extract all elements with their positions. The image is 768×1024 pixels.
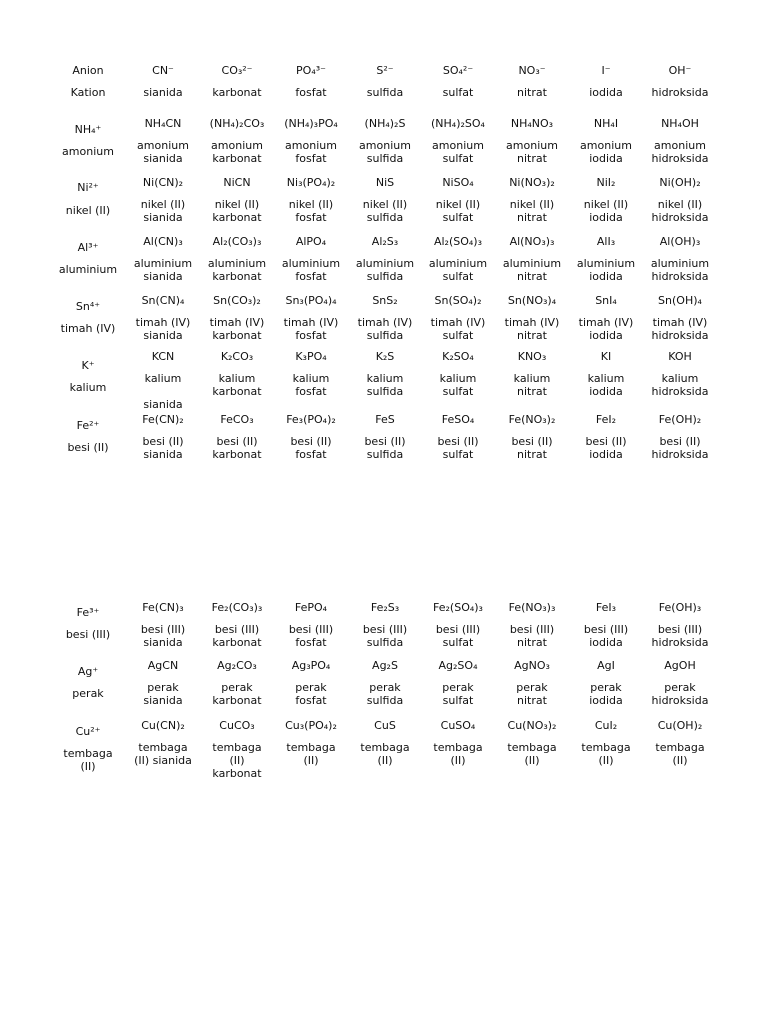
salt-cell <box>495 413 569 461</box>
salt-cell <box>200 294 274 342</box>
cation-name: besi (III) <box>65 628 111 641</box>
salt-name: tembaga (II) <box>507 741 557 767</box>
salt-name: nikel (II) iodida <box>583 198 629 224</box>
salt-formula: NiCN <box>223 176 251 189</box>
salt-name: tembaga (II) <box>433 741 483 767</box>
salt-cell <box>348 235 422 283</box>
salt-name: timah (IV) karbonat <box>209 316 265 342</box>
salt-formula: KOH <box>668 350 692 363</box>
salt-cell <box>421 413 495 461</box>
salt-cell <box>348 719 422 767</box>
salt-cell <box>421 350 495 398</box>
salt-cell <box>495 235 569 283</box>
salt-cell <box>274 601 348 649</box>
salt-name: besi (III) sianida <box>140 623 186 649</box>
anion-name: iodida <box>589 86 623 99</box>
salt-formula: AlPO₄ <box>295 235 327 248</box>
salt-cell <box>348 176 422 224</box>
salt-cell <box>421 659 495 707</box>
salt-formula: Fe₂S₃ <box>370 601 400 614</box>
salt-cell <box>200 235 274 283</box>
salt-cell <box>200 176 274 224</box>
anion-name: sianida <box>143 86 183 99</box>
salt-name: kalium sianida <box>143 372 183 411</box>
salt-formula: FeS <box>375 413 395 426</box>
salt-name: perak iodida <box>589 681 623 707</box>
salt-name: kalium iodida <box>587 372 625 398</box>
salt-formula: Sn(CO₃)₂ <box>213 294 261 307</box>
salt-cell <box>348 601 422 649</box>
salt-cell <box>569 235 643 283</box>
salt-cell <box>348 350 422 398</box>
salt-name: perak hidroksida <box>651 681 709 707</box>
cation-name: amonium <box>62 145 114 158</box>
anion-name: nitrat <box>517 86 547 99</box>
salt-formula: SnI₄ <box>595 294 617 307</box>
salt-formula: Cu₃(PO₄)₂ <box>285 719 337 732</box>
anion-formula: NO₃⁻ <box>518 64 546 77</box>
salt-cell <box>274 350 348 398</box>
salt-formula: FeI₃ <box>595 601 617 614</box>
salt-name: besi (III) karbonat <box>212 623 262 649</box>
salt-name: amonium fosfat <box>285 139 337 165</box>
salt-name: tembaga (II) sianida <box>134 741 192 767</box>
salt-formula: Al₂S₃ <box>371 235 399 248</box>
salt-name: tembaga (II) <box>655 741 705 767</box>
salt-formula: Al(NO₃)₃ <box>509 235 555 248</box>
cation-name: timah (IV) <box>60 322 116 335</box>
cation-name: kalium <box>69 381 107 394</box>
salt-formula: Cu(OH)₂ <box>657 719 703 732</box>
salt-name: aluminium fosfat <box>281 257 341 283</box>
salt-cell <box>200 350 274 398</box>
salt-name: besi (III) sulfida <box>362 623 408 649</box>
salt-name: aluminium sianida <box>133 257 193 283</box>
salt-formula: AgNO₃ <box>514 659 550 672</box>
salt-name: aluminium hidroksida <box>650 257 710 283</box>
salt-cell <box>569 719 643 767</box>
salt-formula: KI <box>600 350 612 363</box>
salt-name: besi (III) hidroksida <box>651 623 709 649</box>
salt-name: perak sulfida <box>366 681 404 707</box>
anion-name: karbonat <box>212 86 262 99</box>
salt-formula: Fe₂(CO₃)₃ <box>211 601 263 614</box>
salt-cell <box>274 176 348 224</box>
salt-formula: Sn(NO₃)₄ <box>507 294 557 307</box>
salt-cell <box>495 719 569 767</box>
salt-cell <box>569 601 643 649</box>
salt-cell <box>421 176 495 224</box>
salt-cell <box>643 659 717 707</box>
salt-formula: Ni(OH)₂ <box>659 176 701 189</box>
salt-formula: Fe(CN)₂ <box>142 413 184 426</box>
salt-formula: Ag₂SO₄ <box>438 659 478 672</box>
salt-formula: (NH₄)₂S <box>364 117 406 130</box>
salt-cell <box>200 413 274 461</box>
salt-name: timah (IV) sulfat <box>430 316 486 342</box>
salt-formula: (NH₄)₃PO₄ <box>284 117 338 130</box>
cation-formula: Sn⁴⁺ <box>75 300 101 313</box>
salt-formula: K₃PO₄ <box>295 350 327 363</box>
salt-formula: CuSO₄ <box>440 719 476 732</box>
salt-name: nikel (II) fosfat <box>288 198 334 224</box>
salt-formula: K₂S <box>375 350 395 363</box>
cation-name: besi (II) <box>67 441 109 454</box>
salt-formula: Fe(NO₃)₂ <box>508 413 556 426</box>
cation-formula: Cu²⁺ <box>75 725 101 738</box>
salt-formula: (NH₄)₂CO₃ <box>209 117 265 130</box>
salt-formula: AgCN <box>147 659 179 672</box>
salt-cell <box>274 117 348 165</box>
salt-cell <box>643 413 717 461</box>
cation-formula: NH₄⁺ <box>74 123 102 136</box>
salt-formula: AlI₃ <box>596 235 616 248</box>
salt-formula: Sn₃(PO₄)₄ <box>285 294 337 307</box>
salt-cell <box>495 176 569 224</box>
anion-formula: PO₄³⁻ <box>296 64 326 77</box>
salt-name: amonium sianida <box>137 139 189 165</box>
salt-name: aluminium iodida <box>576 257 636 283</box>
salt-formula: Ni₃(PO₄)₂ <box>286 176 336 189</box>
salt-name: nikel (II) sulfat <box>435 198 481 224</box>
anion-header-label: Anion <box>72 64 104 77</box>
salt-formula: KCN <box>151 350 175 363</box>
salt-cell <box>421 294 495 342</box>
salt-formula: Sn(SO₄)₂ <box>434 294 482 307</box>
salt-name: besi (II) karbonat <box>212 435 262 461</box>
anion-formula: OH⁻ <box>668 64 692 77</box>
salt-name: besi (III) fosfat <box>288 623 334 649</box>
salt-name: besi (II) sulfida <box>364 435 406 461</box>
salt-cell <box>421 719 495 767</box>
salt-formula: Cu(CN)₂ <box>141 719 185 732</box>
anion-formula: I⁻ <box>601 64 611 77</box>
salt-cell <box>126 294 200 342</box>
salt-cell <box>421 235 495 283</box>
salt-name: kalium nitrat <box>513 372 551 398</box>
salt-name: kalium sulfat <box>439 372 477 398</box>
salt-cell <box>495 601 569 649</box>
salt-cell <box>569 659 643 707</box>
salt-name: aluminium sulfat <box>428 257 488 283</box>
salt-formula: Ni(CN)₂ <box>142 176 184 189</box>
salt-formula: AgI <box>597 659 615 672</box>
salt-formula: NH₄OH <box>661 117 699 130</box>
salt-cell <box>569 117 643 165</box>
salt-name: besi (III) nitrat <box>509 623 555 649</box>
salt-cell <box>126 350 200 411</box>
salt-cell <box>495 117 569 165</box>
salt-name: aluminium nitrat <box>502 257 562 283</box>
salt-cell <box>569 176 643 224</box>
salt-cell <box>495 294 569 342</box>
salt-formula: (NH₄)₂SO₄ <box>431 117 485 130</box>
salt-formula: Fe(CN)₃ <box>142 601 184 614</box>
cation-name: tembaga (II) <box>63 747 113 773</box>
salt-name: besi (II) fosfat <box>290 435 332 461</box>
salt-cell <box>126 601 200 649</box>
cation-formula: Fe³⁺ <box>76 606 100 619</box>
salt-formula: Sn(OH)₄ <box>658 294 702 307</box>
salt-name: besi (II) sianida <box>142 435 184 461</box>
salt-name: nikel (II) nitrat <box>509 198 555 224</box>
salt-name: nikel (II) karbonat <box>212 198 262 224</box>
cation-formula: Ag⁺ <box>77 665 99 678</box>
anion-formula: CO₃²⁻ <box>221 64 253 77</box>
salt-cell <box>126 117 200 165</box>
cation-name: nikel (II) <box>65 204 111 217</box>
salt-cell <box>274 659 348 707</box>
salt-cell <box>421 117 495 165</box>
salt-name: timah (IV) iodida <box>578 316 634 342</box>
salt-cell <box>126 235 200 283</box>
salt-formula: AgOH <box>664 659 696 672</box>
salt-cell <box>495 659 569 707</box>
salt-name: besi (II) nitrat <box>511 435 553 461</box>
salt-formula: FeCO₃ <box>220 413 254 426</box>
salt-name: tembaga (II) <box>581 741 631 767</box>
salt-formula: K₂CO₃ <box>220 350 254 363</box>
salt-name: perak sulfat <box>442 681 474 707</box>
salt-formula: NiSO₄ <box>442 176 474 189</box>
salt-name: aluminium sulfida <box>355 257 415 283</box>
anion-formula: SO₄²⁻ <box>442 64 474 77</box>
anion-formula: CN⁻ <box>152 64 174 77</box>
salt-name: kalium fosfat <box>292 372 330 398</box>
salt-formula: Sn(CN)₄ <box>141 294 185 307</box>
salt-name: perak sianida <box>143 681 183 707</box>
salt-name: timah (IV) fosfat <box>283 316 339 342</box>
salt-name: tembaga (II) <box>286 741 336 767</box>
salt-name: perak nitrat <box>516 681 548 707</box>
salt-formula: Al₂(SO₄)₃ <box>433 235 483 248</box>
anion-name: sulfat <box>442 86 474 99</box>
salt-formula: Cu(NO₃)₂ <box>507 719 557 732</box>
anion-formula: S²⁻ <box>376 64 394 77</box>
salt-formula: CuS <box>374 719 396 732</box>
salt-cell <box>421 601 495 649</box>
cation-name: perak <box>72 687 104 700</box>
salt-name: kalium karbonat <box>212 372 262 398</box>
kation-header-label: Kation <box>70 86 106 99</box>
salt-formula: Ni(NO₃)₂ <box>509 176 555 189</box>
salt-cell <box>200 601 274 649</box>
salt-cell <box>569 413 643 461</box>
salt-cell <box>274 294 348 342</box>
salt-cell <box>126 659 200 707</box>
salt-cell <box>200 659 274 707</box>
salt-cell <box>643 601 717 649</box>
salt-name: amonium nitrat <box>506 139 558 165</box>
salt-cell <box>643 235 717 283</box>
salt-formula: SnS₂ <box>372 294 398 307</box>
salt-formula: Fe₃(PO₄)₂ <box>286 413 336 426</box>
salt-cell <box>643 294 717 342</box>
salt-name: amonium sulfida <box>359 139 411 165</box>
salt-name: nikel (II) hidroksida <box>651 198 709 224</box>
salt-name: amonium karbonat <box>211 139 263 165</box>
cation-formula: Fe²⁺ <box>76 419 100 432</box>
salt-name: amonium sulfat <box>432 139 484 165</box>
salt-cell <box>274 719 348 767</box>
salt-formula: NH₄NO₃ <box>510 117 554 130</box>
salt-formula: FeSO₄ <box>441 413 475 426</box>
salt-name: tembaga (II) <box>360 741 410 767</box>
salt-cell <box>348 117 422 165</box>
anion-name: hidroksida <box>651 86 709 99</box>
salt-cell <box>126 719 200 767</box>
salt-name: amonium iodida <box>580 139 632 165</box>
cation-formula: Ni²⁺ <box>77 181 99 194</box>
salt-name: perak karbonat <box>212 681 262 707</box>
salt-name: amonium hidroksida <box>651 139 709 165</box>
salt-formula: Fe(OH)₃ <box>658 601 702 614</box>
salt-formula: KNO₃ <box>517 350 547 363</box>
salt-formula: Fe₂(SO₄)₃ <box>433 601 483 614</box>
salt-name: besi (II) hidroksida <box>651 435 709 461</box>
salt-name: nikel (II) sianida <box>140 198 186 224</box>
anion-name: fosfat <box>295 86 327 99</box>
salt-formula: NiS <box>375 176 395 189</box>
salt-formula: Fe(OH)₂ <box>658 413 702 426</box>
salt-cell <box>643 350 717 398</box>
salt-cell <box>274 235 348 283</box>
salt-formula: Ag₃PO₄ <box>291 659 331 672</box>
salt-name: timah (IV) sianida <box>135 316 191 342</box>
salt-name: besi (III) sulfat <box>435 623 481 649</box>
salt-cell <box>200 117 274 165</box>
salt-cell <box>274 413 348 461</box>
salt-formula: Al(CN)₃ <box>143 235 183 248</box>
salt-cell <box>200 719 274 780</box>
salt-formula: Fe(NO₃)₃ <box>508 601 556 614</box>
cation-name: aluminium <box>58 263 118 276</box>
salt-formula: Al(OH)₃ <box>659 235 701 248</box>
salt-formula: FeI₂ <box>595 413 617 426</box>
salt-cell <box>569 294 643 342</box>
salt-cell <box>643 176 717 224</box>
salt-formula: FePO₄ <box>294 601 328 614</box>
salt-formula: NH₄CN <box>144 117 182 130</box>
salt-cell <box>348 294 422 342</box>
salt-formula: NiI₂ <box>596 176 616 189</box>
salt-formula: Al₂(CO₃)₃ <box>212 235 262 248</box>
salt-name: perak fosfat <box>295 681 327 707</box>
salt-cell <box>126 176 200 224</box>
cation-formula: K⁺ <box>81 359 95 372</box>
salt-cell <box>348 659 422 707</box>
anion-name: sulfida <box>366 86 404 99</box>
salt-formula: NH₄I <box>593 117 619 130</box>
salt-name: besi (III) iodida <box>583 623 629 649</box>
salt-formula: K₂SO₄ <box>442 350 474 363</box>
salt-name: nikel (II) sulfida <box>362 198 408 224</box>
salt-name: timah (IV) sulfida <box>357 316 413 342</box>
salt-formula: Ag₂CO₃ <box>217 659 257 672</box>
salt-name: kalium hidroksida <box>651 372 709 398</box>
salt-name: timah (IV) nitrat <box>504 316 560 342</box>
salt-cell <box>126 413 200 461</box>
cation-formula: Al³⁺ <box>77 241 99 254</box>
salt-name: timah (IV) hidroksida <box>651 316 709 342</box>
salt-formula: Ag₂S <box>372 659 398 672</box>
salt-cell <box>643 719 717 767</box>
salt-name: besi (II) iodida <box>585 435 627 461</box>
salt-name: aluminium karbonat <box>207 257 267 283</box>
salt-cell <box>348 413 422 461</box>
salt-cell <box>643 117 717 165</box>
salt-name: kalium sulfida <box>366 372 404 398</box>
salt-name: besi (II) sulfat <box>437 435 479 461</box>
salt-formula: CuCO₃ <box>219 719 255 732</box>
salt-cell <box>569 350 643 398</box>
salt-name: tembaga (II) karbonat <box>212 741 262 780</box>
salt-cell <box>495 350 569 398</box>
salt-formula: CuI₂ <box>594 719 618 732</box>
